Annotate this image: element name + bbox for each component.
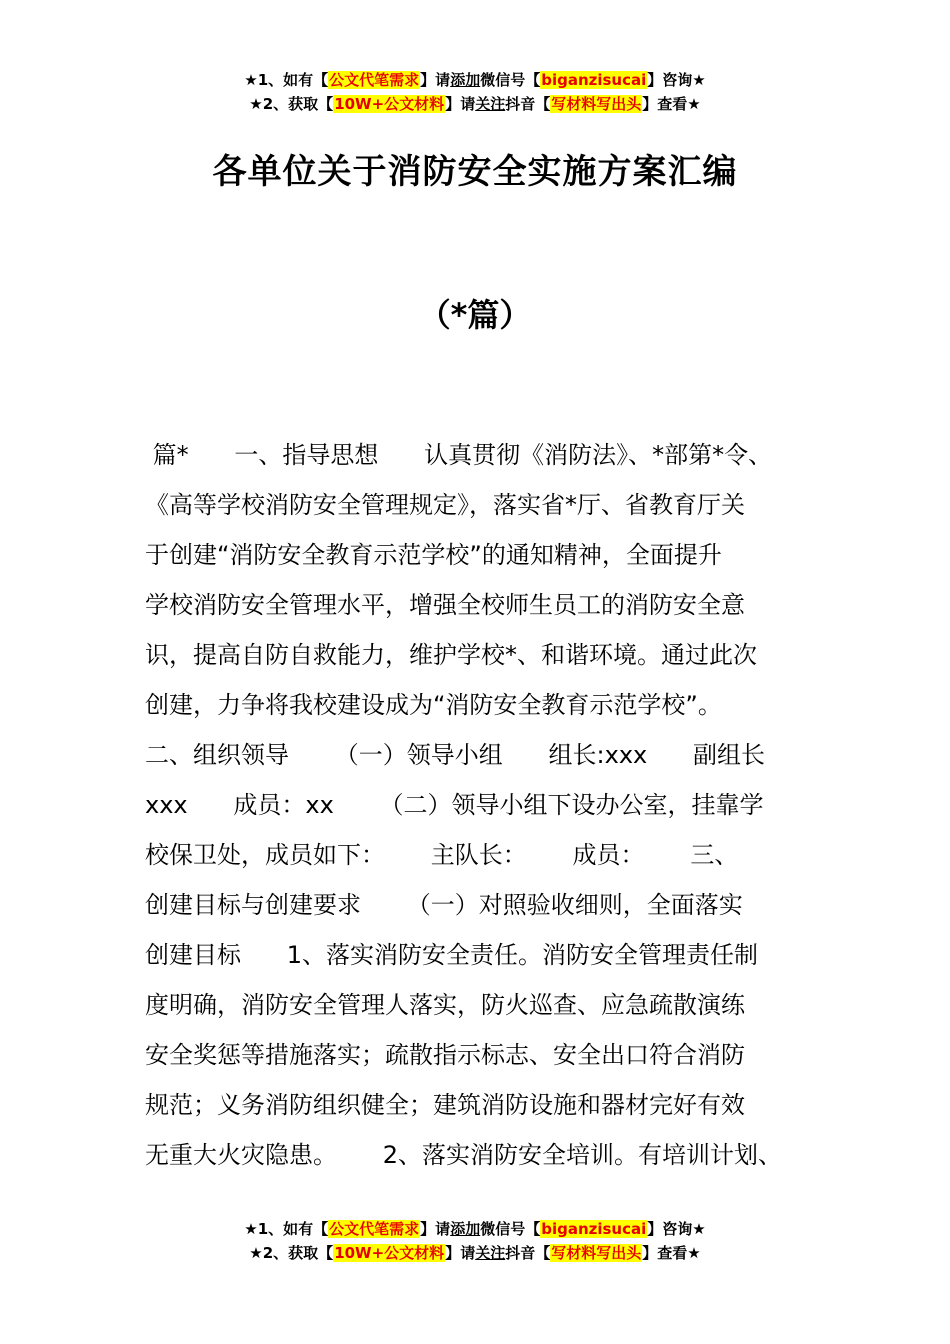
promo-line-2 [0, 92, 950, 116]
promo-highlight-materials: 10W+公文材料 [334, 1244, 445, 1262]
promo-line-1 [0, 1217, 950, 1241]
body-line: 学校消防安全管理水平，增强全校师生员工的消防安全意 [145, 591, 745, 619]
promo-line-1-suffix: 】咨询★ [647, 71, 706, 89]
promo-line-1-mid1: 】请 [420, 1220, 451, 1238]
promo-highlight-writing-service: 公文代笔需求 [329, 1220, 420, 1238]
promo-highlight-wechat-id: biganzisucai [541, 1220, 647, 1238]
top-promo-banner [0, 68, 950, 116]
body-line: 安全奖惩等措施落实；疏散指示标志、安全出口符合消防 [145, 1041, 745, 1069]
body-line: 创建，力争将我校建设成为“消防安全教育示范学校”。 [145, 691, 722, 719]
promo-line-2-mid1: 】请 [445, 95, 476, 113]
promo-highlight-writing-service: 公文代笔需求 [329, 71, 420, 89]
body-line: 度明确，消防安全管理人落实，防火巡查、应急疏散演练 [145, 991, 745, 1019]
promo-highlight-douyin-account: 写材料写出头 [551, 95, 642, 113]
promo-line-1-mid1: 】请 [420, 71, 451, 89]
promo-line-2-suffix: 】查看★ [642, 1244, 701, 1262]
body-line: 篇* 一、指导思想 认真贯彻《消防法》、*部第*令、 [145, 441, 773, 469]
promo-line-2-suffix: 】查看★ [642, 95, 701, 113]
body-line: 《高等学校消防安全管理规定》，落实省*厅、省教育厅关 [145, 491, 745, 519]
promo-highlight-wechat-id: biganzisucai [541, 71, 647, 89]
bottom-promo-banner [0, 1217, 950, 1265]
promo-underline-follow: 关注 [475, 1244, 506, 1262]
document-subtitle: （*篇） [418, 296, 532, 334]
promo-line-1 [0, 68, 950, 92]
document-body [145, 430, 825, 1180]
promo-line-2-mid1: 】请 [445, 1244, 476, 1262]
body-line: 创建目标 1、落实消防安全责任。消防安全管理责任制 [145, 941, 759, 969]
body-line: 于创建“消防安全教育示范学校”的通知精神，全面提升 [145, 541, 722, 569]
promo-line-1-suffix: 】咨询★ [647, 1220, 706, 1238]
promo-line-2-mid2: 抖音【 [505, 95, 551, 113]
promo-underline-add: 添加 [450, 71, 481, 89]
promo-line-2 [0, 1241, 950, 1265]
body-line: 识，提高自防自救能力，维护学校*、和谐环境。通过此次 [145, 641, 757, 669]
body-line: 校保卫处，成员如下： 主队长： 成员： 三、 [145, 841, 739, 869]
promo-highlight-materials: 10W+公文材料 [334, 95, 445, 113]
body-line: 规范；义务消防组织健全；建筑消防设施和器材完好有效 [145, 1091, 745, 1119]
promo-line-1-mid2: 微信号【 [480, 71, 541, 89]
document-title: 各单位关于消防安全实施方案汇编 [212, 152, 738, 192]
promo-line-1-mid2: 微信号【 [480, 1220, 541, 1238]
promo-line-2-prefix: ★2、获取【 [249, 95, 334, 113]
body-line: 创建目标与创建要求 （一）对照验收细则，全面落实 [145, 891, 743, 919]
promo-underline-follow: 关注 [475, 95, 506, 113]
promo-line-2-prefix: ★2、获取【 [249, 1244, 334, 1262]
promo-line-1-prefix: ★1、如有【 [244, 1220, 329, 1238]
body-line: 二、组织领导 （一）领导小组 组长:xxx 副组长 [145, 741, 766, 769]
promo-line-1-prefix: ★1、如有【 [244, 71, 329, 89]
body-line: 无重大火灾隐患。 2、落实消防安全培训。有培训计划、 [145, 1141, 783, 1169]
body-line: xxx 成员：xx （二）领导小组下设办公室，挂靠学 [145, 791, 764, 819]
promo-highlight-douyin-account: 写材料写出头 [551, 1244, 642, 1262]
promo-underline-add: 添加 [450, 1220, 481, 1238]
promo-line-2-mid2: 抖音【 [505, 1244, 551, 1262]
